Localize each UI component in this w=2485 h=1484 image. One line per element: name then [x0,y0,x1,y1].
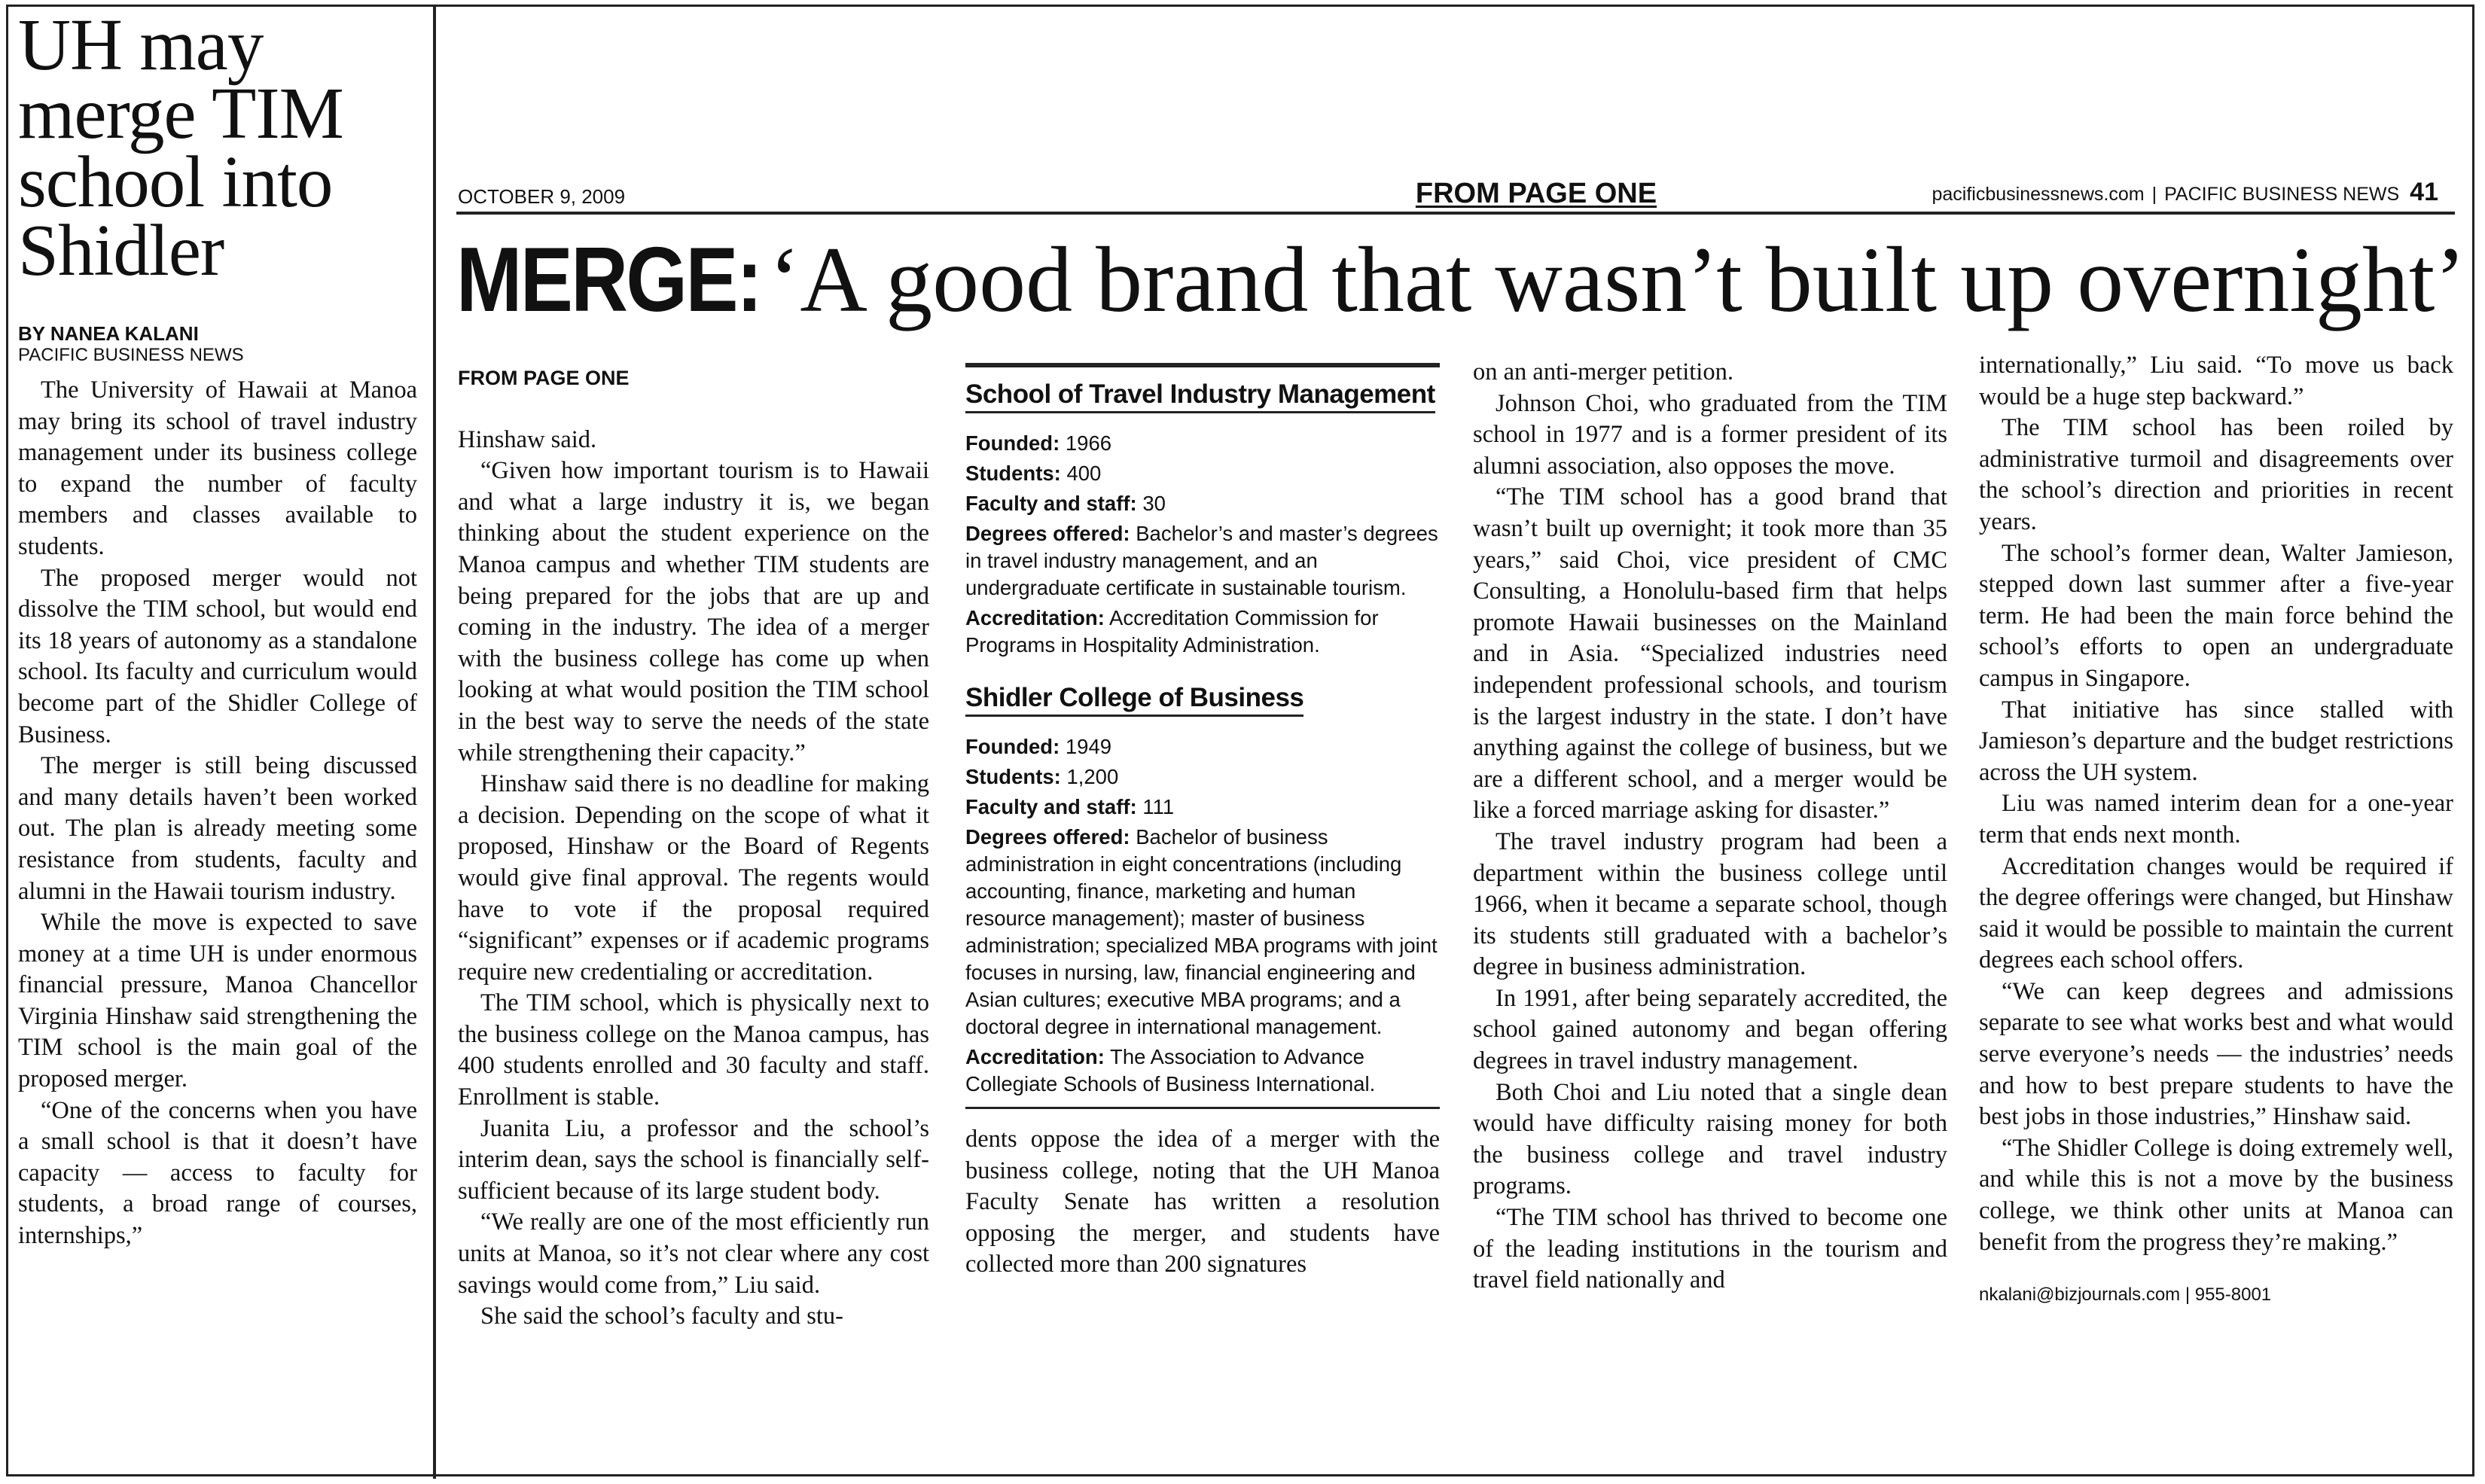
paragraph: The travel industry program had been a department within the business college until 1966, when it became a separate school, though its students still graduated with a bachelor’s degree in business administration. [1473,827,1947,981]
column-divider [433,5,436,1479]
fact-students: Students: 1,200 [965,765,1119,788]
paragraph: “We can keep degrees and admissions separate to see what works best and what would serve everyone’s needs — the industries’ needs and how to best prepare students to have the best jobs in those industries,” Hinshaw said. [1979,977,2453,1131]
paragraph: “The TIM school has a good brand that wasn’t built up overnight; it took more than 35 years,” said Choi, vice president of CMC Consulting, a Honolulu-based firm that helps promote Hawaii businesses on the Mainland and in Asia. “Specialized industries need independent professional schools, and tourism is the largest industry in the state. I don’t have anything against the college of business, but we are a different school, and a merger would be like a forced marriage asking for disaster.” [1473,483,1947,824]
from-page-one-label: FROM PAGE ONE [458,367,630,389]
byline-affiliation: PACIFIC BUSINESS NEWS [18,345,244,365]
factbox-title-shidler: Shidler College of Business [965,683,1303,717]
paragraph: Liu was named interim dean for a one-year term that ends next month. [1979,790,2453,849]
fact-faculty: Faculty and staff: 30 [965,492,1166,515]
left-headline: UH may merge TIM school into Shidler [18,5,343,291]
paragraph: The school’s former dean, Walter Jamieson, stepped down last summer after a five-year term. He had been the main force behind the school’s efforts to open an undergraduate campus in Singapore. [1979,539,2453,692]
fact-students: Students: 400 [965,462,1102,485]
paragraph: In 1991, after being separately accredited, the school gained autonomy and began offering degrees in travel industry management. [1473,984,1947,1075]
story-column-1 [458,363,929,1333]
paragraph: “One of the concerns when you have a small school is that it doesn’t have capacity — access to faculty for students, a broad range of courses, internships,” [18,1096,417,1250]
paragraph: dents oppose the idea of a merger with the business college, noting that the UH Manoa Faculty Senate has written a resolution opposing the merger, and students have collected more than 200 signatures [965,1126,1440,1278]
fact-degrees: Degrees offered: Bachelor’s and master’s degrees in travel industry management, and an undergraduate certificate in sustainable tourism. [965,522,1438,599]
paragraph: Johnson Choi, who graduated from the TIM school in 1977 and is a former president of its alumni association, also opposes the move. [1473,389,1947,480]
left-story-body [18,375,417,1252]
paragraph: “The TIM school has thrived to become one of the leading institutions in the tourism and travel field nationally and [1473,1204,1947,1294]
paper-name: PACIFIC BUSINESS NEWS [2164,184,2400,205]
fact-accreditation: Accreditation: The Association to Advance Collegiate Schools of Business International. [965,1045,1376,1095]
fact-founded: Founded: 1949 [965,735,1112,758]
story-column-4 [1979,350,2453,1311]
header-rule [456,212,2455,215]
paragraph: While the move is expected to save money at a time UH is under enormous financial pressure, Manoa Chancellor Virginia Hinshaw said strengthening the TIM school is the main goal of the proposed merger. [18,909,417,1093]
paragraph: Hinshaw said there is no deadline for making a decision. Depending on the scope of what it proposed, Hinshaw or the Board of Regents would give final approval. The regents would have to vote if the proposal required “significant” expenses or if academic programs require new credentialing or accreditation. [458,770,929,986]
paragraph: Accreditation changes would be required if the degree offerings were changed, but Hinshaw said it would be possible to maintain the current degrees each school offers. [1979,852,2453,974]
paragraph: The merger is still being discussed and many details haven’t been worked out. The plan is already meeting some resistance from students, faculty and alumni in the Hawaii tourism industry. [18,752,417,905]
paragraph: The TIM school, which is physically next to the business college on the Manoa campus, has 400 students enrolled and 30 faculty and staff. Enrollment is stable. [458,989,929,1111]
main-headline [456,223,2466,364]
byline: BY NANEA KALANI [18,322,199,345]
issue-date: OCTOBER 9, 2009 [458,185,626,208]
fact-accreditation: Accreditation: Accreditation Commission for Programs in Hospitality Administration. [965,606,1379,657]
factbox-top-rule [965,363,1440,367]
paragraph: That initiative has since stalled with Jamieson’s departure and the budget restrictions across the UH system. [1979,696,2453,786]
paragraph: The University of Hawaii at Manoa may bring its school of travel industry management under its business college to expand the number of faculty members and classes available to students. [18,376,417,560]
paragraph: “We really are one of the most efficiently run units at Manoa, so it’s not clear where any cost savings would come from,” Liu said. [458,1208,929,1299]
masthead-right: pacificbusinessnews.com | PACIFIC BUSINESS NEWS 41 [1932,178,2438,206]
fact-box [965,363,1440,1281]
paragraph: “Given how important tourism is to Hawaii and what a large industry it is, we began thinking about the student experience on the Manoa campus and whether TIM students are being prepared for the jobs that are up and coming in the industry. The idea of a merger with the business college has come up when looking at what would position the TIM school in the best way to serve the needs of the state while strengthening their capacity.” [458,457,929,766]
headline-kicker: MERGE: [456,228,761,331]
paragraph: She said the school’s faculty and stu- [480,1303,843,1330]
paragraph: The proposed merger would not dissolve the TIM school, but would end its 18 years of autonomy as a standalone school. Its faculty and curriculum would become part of the Shidler College of Business. [18,564,417,748]
factbox-title-tim: School of Travel Industry Management [965,379,1435,413]
paragraph: on an anti-merger petition. [1473,358,1733,385]
section-label: FROM PAGE ONE [1415,178,1657,209]
story-column-2 [965,1124,1440,1281]
left-story [18,5,417,1252]
fact-founded: Founded: 1966 [965,431,1112,455]
paragraph: Both Choi and Liu noted that a single dean would have difficulty raising money for both the business college and travel industry programs. [1473,1078,1947,1200]
factbox-bottom-rule [965,1107,1440,1109]
site-url: pacificbusinessnews.com [1932,184,2145,205]
author-contact: nkalani@bizjournals.com | 955-8001 [1979,1284,2272,1306]
paragraph: “The Shidler College is doing extremely well, and while this is not a move by the business college, we think other units at Manoa can benefit from the progress they’re making.” [1979,1134,2453,1256]
paragraph: The TIM school has been roiled by administrative turmoil and disagreements over the school’s direction and priorities in recent years. [1979,414,2453,535]
paragraph: Hinshaw said. [458,425,597,453]
page-number: 41 [2410,178,2438,206]
story-column-3 [1473,357,1947,1297]
paragraph: Juanita Liu, a professor and the school’s interim dean, says the school is financially self-sufficient because of its large student body. [458,1114,929,1205]
paragraph: internationally,” Liu said. “To move us back would be a huge step backward.” [1979,352,2453,410]
fact-degrees: Degrees offered: Bachelor of business administration in eight concentrations (including accounting, finance, marketing and human resource management); master of business administration; specialized MBA programs with joint focuses in nursing, law, financial engineering and Asian cultures; executive MBA programs; and a doctoral degree in international management. [965,825,1438,1038]
fact-faculty: Faculty and staff: 111 [965,795,1175,818]
headline-text: ‘A good brand that wasn’t built up overnight’ [769,228,2466,331]
